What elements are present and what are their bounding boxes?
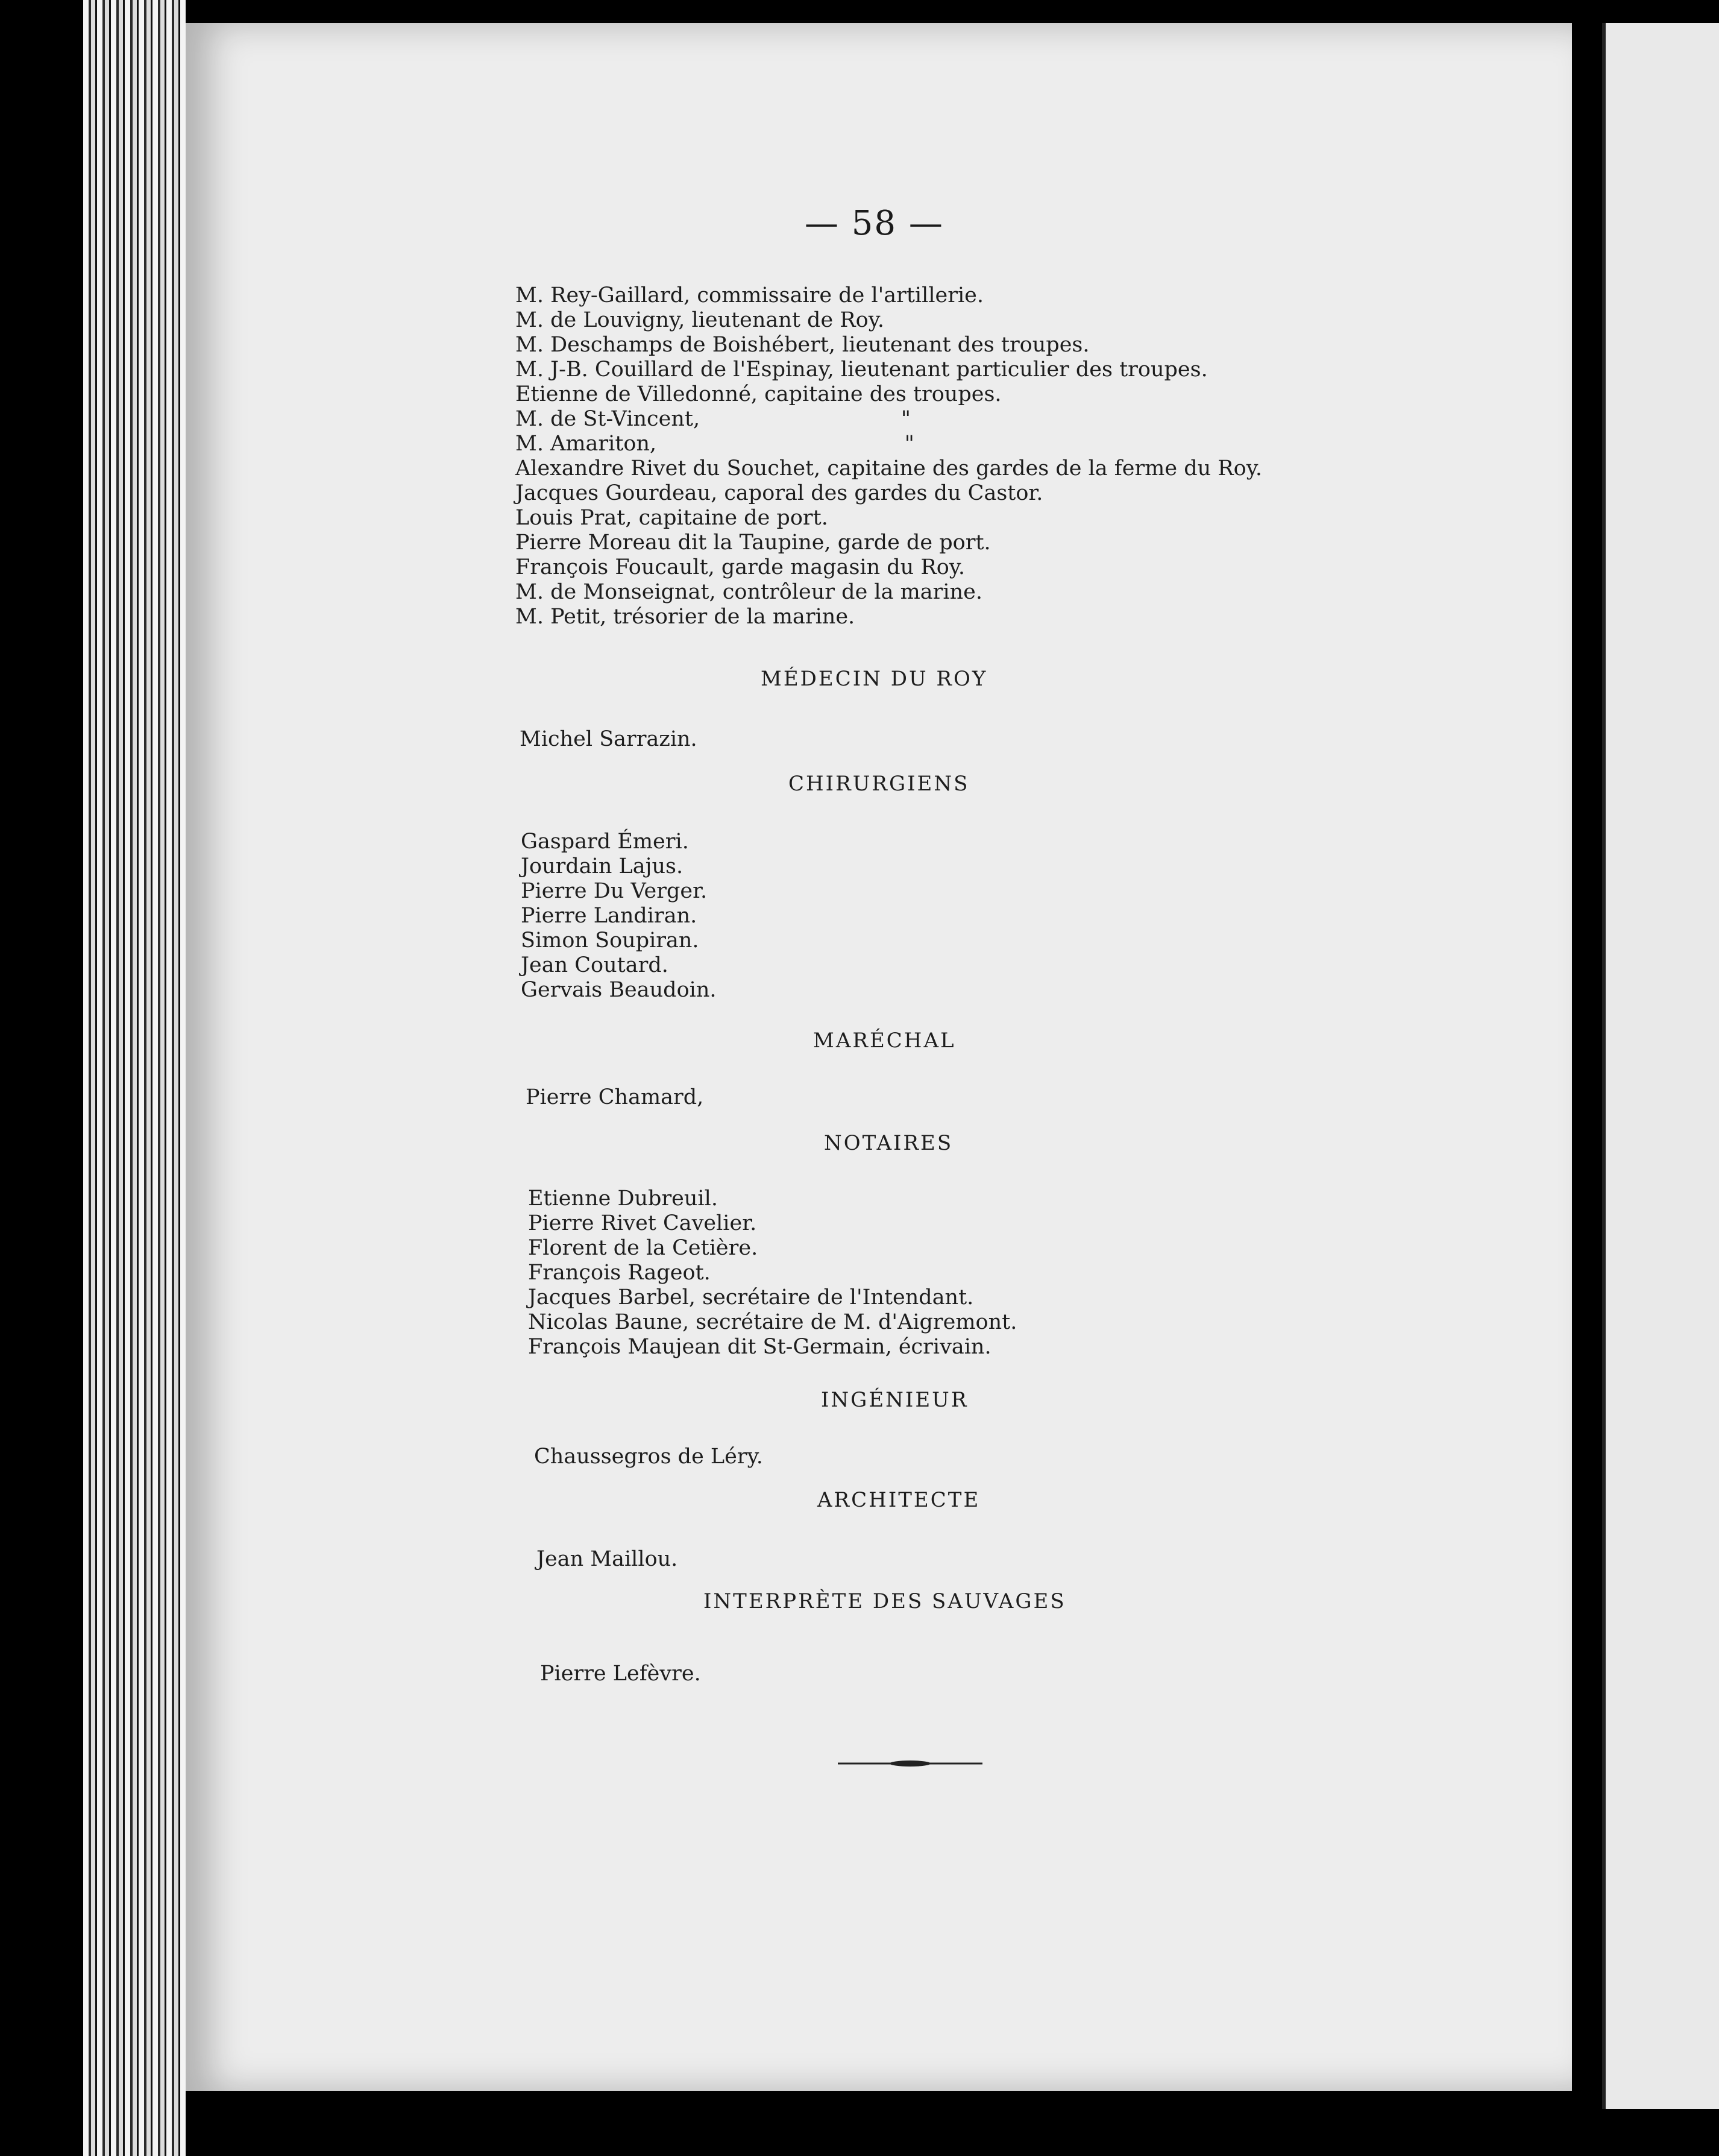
section-heading-ingenieur: INGÉNIEUR — [821, 1388, 969, 1412]
list-item: M. Deschamps de Boishébert, lieutenant des troupes. — [515, 333, 1090, 357]
list-item: M. J-B. Couillard de l'Espinay, lieutenant particulier des troupes. — [515, 358, 1208, 382]
list-item: Etienne Dubreuil. — [528, 1187, 718, 1211]
end-ornament — [838, 1759, 982, 1768]
list-item: Nicolas Baune, secrétaire de M. d'Aigremont. — [528, 1310, 1017, 1334]
list-item: Pierre Du Verger. — [521, 879, 708, 903]
ingenieur-list — [534, 1445, 763, 1469]
list-item: Pierre Lefèvre. — [540, 1662, 701, 1686]
chirurgiens-list — [521, 830, 717, 1003]
notaires-list — [528, 1187, 1017, 1360]
section-heading-chirurgiens: CHIRURGIENS — [788, 772, 970, 796]
list-item: Jean Coutard. — [521, 953, 668, 977]
section-heading-interprete: INTERPRÈTE DES SAUVAGES — [703, 1589, 1066, 1613]
section-heading-medecin: MÉDECIN DU ROY — [761, 667, 988, 691]
list-item: Pierre Chamard, — [526, 1085, 704, 1109]
list-item: Pierre Moreau dit la Taupine, garde de port. — [515, 531, 991, 555]
list-item: M. de St-Vincent, " — [515, 407, 911, 431]
architecte-list — [536, 1547, 677, 1572]
section-heading-architecte: ARCHITECTE — [817, 1488, 981, 1512]
list-item: Pierre Landiran. — [521, 904, 697, 928]
list-item: Jacques Barbel, secrétaire de l'Intendant. — [528, 1285, 974, 1310]
list-item: M. Petit, trésorier de la marine. — [515, 605, 855, 629]
interprete-list — [540, 1662, 701, 1686]
list-item: M. Amariton, " — [515, 432, 914, 456]
list-item: Florent de la Cetière. — [528, 1236, 758, 1260]
page-number: — 58 — — [805, 204, 944, 243]
medecin-list — [520, 727, 697, 752]
list-item: Jacques Gourdeau, caporal des gardes du Castor. — [515, 481, 1043, 505]
list-item: Alexandre Rivet du Souchet, capitaine des gardes de la ferme du Roy. — [515, 456, 1262, 481]
list-item: Jean Maillou. — [536, 1547, 678, 1571]
list-item: M. de Louvigny, lieutenant de Roy. — [515, 308, 884, 332]
list-item: Jourdain Lajus. — [521, 854, 684, 878]
facing-page-edge — [1602, 23, 1719, 2109]
list-item: Etienne de Villedonné, capitaine des troupes. — [515, 382, 1002, 406]
section-heading-marechal: MARÉCHAL — [813, 1029, 956, 1053]
list-item: Simon Soupiran. — [521, 928, 699, 953]
list-item: François Maujean dit St-Germain, écrivain. — [528, 1335, 991, 1359]
book-page-edges — [83, 0, 186, 2156]
list-item: Louis Prat, capitaine de port. — [515, 506, 828, 530]
list-item: Gervais Beaudoin. — [521, 978, 717, 1002]
list-item: Chaussegros de Léry. — [534, 1445, 763, 1469]
list-item: M. de Monseignat, contrôleur de la marine. — [515, 580, 982, 604]
marechal-list — [526, 1085, 703, 1110]
list-item: François Rageot. — [528, 1261, 711, 1285]
list-item: M. Rey-Gaillard, commissaire de l'artillerie. — [515, 283, 984, 307]
list-item: Michel Sarrazin. — [520, 727, 697, 751]
officers-list — [515, 283, 1262, 629]
list-item: Gaspard Émeri. — [521, 830, 689, 854]
list-item: Pierre Rivet Cavelier. — [528, 1211, 757, 1235]
section-heading-notaires: NOTAIRES — [824, 1131, 954, 1155]
list-item: François Foucault, garde magasin du Roy. — [515, 555, 966, 579]
